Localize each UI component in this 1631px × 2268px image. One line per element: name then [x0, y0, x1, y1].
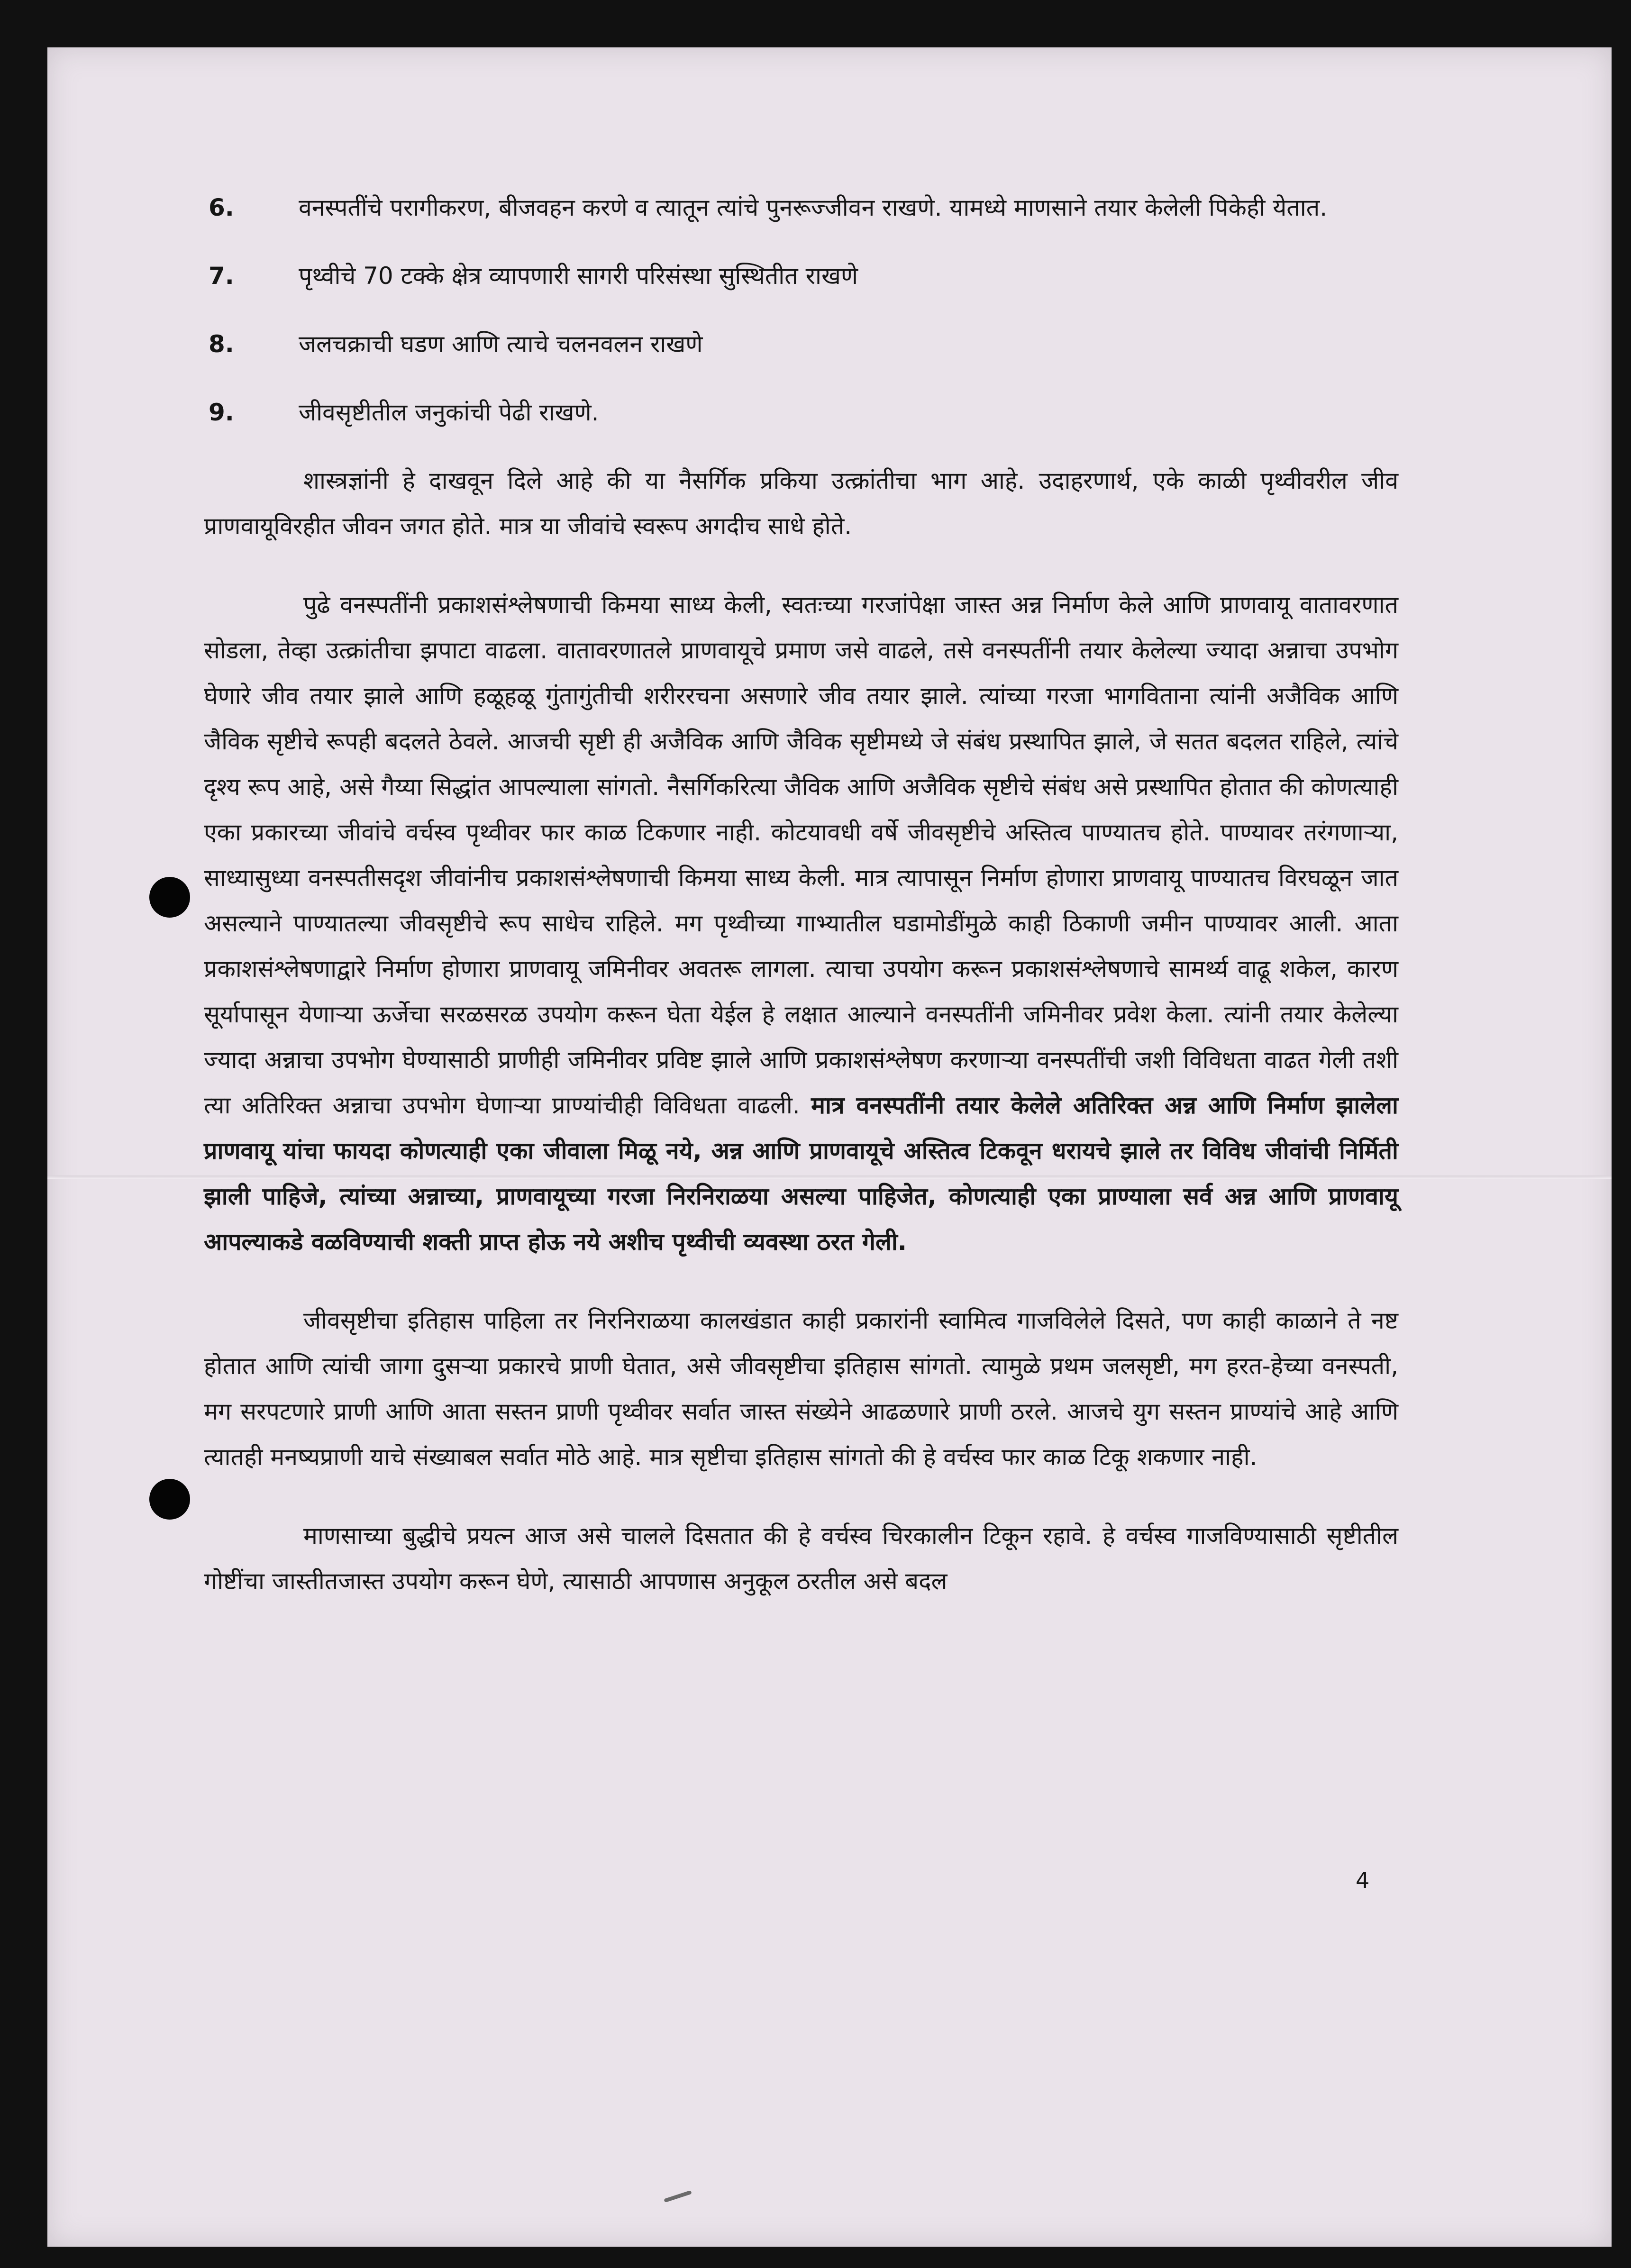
punch-hole-bottom: [149, 1479, 190, 1520]
list-item-number: 8.: [209, 330, 234, 358]
list-item-text: वनस्पतींचे परागीकरण, बीजवहन करणे व त्यातून त्यांचे पुनरूज्जीवन राखणे. यामध्ये माणसाने तयार केलेली पिकेही येतात.: [299, 194, 1328, 221]
stray-pen-mark: [664, 2190, 692, 2203]
paragraph-2-body: आजची सृष्टी ही अजैविक आणि जैविक सृष्टीमध्ये जे संबंध प्रस्थापित झाले, जे सतत बदलत राहिले, त्यांचे दृश्य रूप आहे, असे गैय्या सिद्धांत आपल्याला सांगतो. नैसर्गिकरित्या जैविक आणि अजैविक सृष्टीचे संबंध असे प्रस्थापित होतात की कोणत्याही एका प्रकारच्या जीवांचे वर्चस्व पृथ्वीवर फार काळ टिकणार नाही. कोटयावधी वर्षे जीवसृष्टीचे अस्तित्व पाण्यातच होते. पाण्यावर तरंगणाऱ्या, साध्यासुध्या वनस्पतीसदृश जीवांनीच प्रकाशसंश्लेषणाची किमया साध्य केली. मात्र त्यापासून निर्माण होणारा प्राणवायू पाण्यातच विरघळून जात असल्याने पाण्यातल्या जीवसृष्टीचे रूप साधेच राहिले. मग पृथ्वीच्या गाभ्यातील घडामोडींमुळे काही ठिकाणी जमीन पाण्यावर आली. आता प्रकाशसंश्लेषणाद्वारे निर्माण होणारा प्राणवायू जमिनीवर अवतरू लागला. त्याचा उपयोग करून प्रकाशसंश्लेषणाचे सामर्थ्य वाढू शकेल, कारण सूर्यापासून येणाऱ्या ऊर्जेचा सरळसरळ उपयोग करून घेता येईल हे लक्षात आल्याने वनस्पतींनी जमिनीवर प्रवेश केला. त्यांनी तयार केलेल्या ज्यादा अन्नाचा उपभोग घेण्यासाठी प्राणीही जमिनीवर प्रविष्ट झाले आणि प्रकाशसंश्लेषण करणाऱ्या वनस्पतींची जशी विविधता वाढत गेली तशी त्या अतिरिक्त अन्नाचा उपभोग घेणाऱ्या प्राण्यांचीही विविधता वाढली.: [204, 728, 1398, 1119]
punch-hole-top: [149, 877, 190, 918]
list-item-text: जीवसृष्टीतील जनुकांची पेढी राखणे.: [299, 399, 599, 426]
list-item-number: 7.: [209, 262, 234, 290]
document-body: [204, 185, 1398, 1637]
list-item-text: पृथ्वीचे 70 टक्के क्षेत्र व्यापणारी सागरी परिसंस्था सुस्थितीत राखणे: [299, 262, 858, 290]
list-item: [0, 253, 1398, 299]
list-item-number: 9.: [209, 399, 234, 426]
list-item-number: 6.: [209, 194, 234, 221]
paragraph-4: माणसाच्या बुद्धीचे प्रयत्न आज असे चालले दिसतात की हे वर्चस्व चिरकालीन टिकून रहावे. हे वर्चस्व गाजविण्यासाठी सृष्टीतील गोष्टींचा जास्तीतजास्त उपयोग करून घेणे, त्यासाठी आपणास अनुकूल ठरतील असे बदल: [204, 1522, 1398, 1595]
paragraph-2: [204, 582, 1398, 1265]
paragraph-1: शास्त्रज्ञांनी हे दाखवून दिले आहे की या नैसर्गिक प्रकिया उत्क्रांतीचा भाग आहे. उदाहरणार्थ, एके काळी पृथ्वीवरील जीव प्राणवायूविरहीत जीवन जगत होते. मात्र या जीवांचे स्वरूप अगदीच साधे होते.: [204, 467, 1398, 540]
numbered-list: [0, 185, 1398, 435]
list-item-text: जलचक्राची घडण आणि त्याचे चलनवलन राखणे: [299, 330, 703, 358]
paragraph-2-bold-conclusion: मात्र वनस्पतींनी तयार केलेले अतिरिक्त अन्न आणि निर्माण झालेला प्राणवायू यांचा फायदा कोणत्याही एका जीवाला मिळू नये, अन्न आणि प्राणवायूचे अस्तित्व टिकवून धरायचे झाले तर विविध जीवांची निर्मिती झाली पाहिजे, त्यांच्या अन्नाच्या, प्राणवायूच्या गरजा निरनिराळया असल्या पाहिजेत, कोणत्याही एका प्राण्याला सर्व अन्न आणि प्राणवायू आपल्याकडे वळविण्याची शक्ती प्राप्त होऊ नये अशीच पृथ्वीची व्यवस्था ठरत गेली.: [204, 1092, 1398, 1256]
paragraph-3: जीवसृष्टीचा इतिहास पाहिला तर निरनिराळया कालखंडात काही प्रकारांनी स्वामित्व गाजविलेले दिसते, पण काही काळाने ते नष्ट होतात आणि त्यांची जागा दुसऱ्या प्रकारचे प्राणी घेतात, असे जीवसृष्टीचा इतिहास सांगतो. त्यामुळे प्रथम जलसृष्टी, मग हरत-हेच्या वनस्पती, मग सरपटणारे प्राणी आणि आता सस्तन प्राणी पृथ्वीवर सर्वात जास्त संख्येने आढळणारे प्राणी ठरले. आजचे युग सस्तन प्राण्यांचे आहे आणि त्यातही मनष्यप्राणी याचे संख्याबल सर्वात मोठे आहे. मात्र सृष्टीचा इतिहास सांगतो की हे वर्चस्व फार काळ टिकू शकणार नाही.: [204, 1307, 1398, 1471]
paragraph-2-intro: पुढे वनस्पतींनी प्रकाशसंश्लेषणाची किमया साध्य केली, स्वतःच्या गरजांपेक्षा जास्त अन्न निर्माण केले आणि प्राणवायू वातावरणात सोडला, तेव्हा उत्क्रांतीचा झपाटा वाढला. वातावरणातले प्राणवायूचे प्रमाण जसे वाढले, तसे वनस्पतींनी तयार केलेल्या ज्यादा अन्नाचा उपभोग घेणारे जीव तयार झाले आणि हळूहळू गुंतागुंतीची शरीररचना असणारे जीव तयार झाले. त्यांच्या गरजा भागविताना त्यांनी अजैविक आणि जैविक सृष्टीचे रूपही बदलते ठेवले.: [204, 591, 1398, 755]
list-item: [0, 390, 1398, 435]
list-item: [0, 185, 1398, 230]
list-item: [0, 321, 1398, 367]
page-number: 4: [1356, 1867, 1370, 1893]
